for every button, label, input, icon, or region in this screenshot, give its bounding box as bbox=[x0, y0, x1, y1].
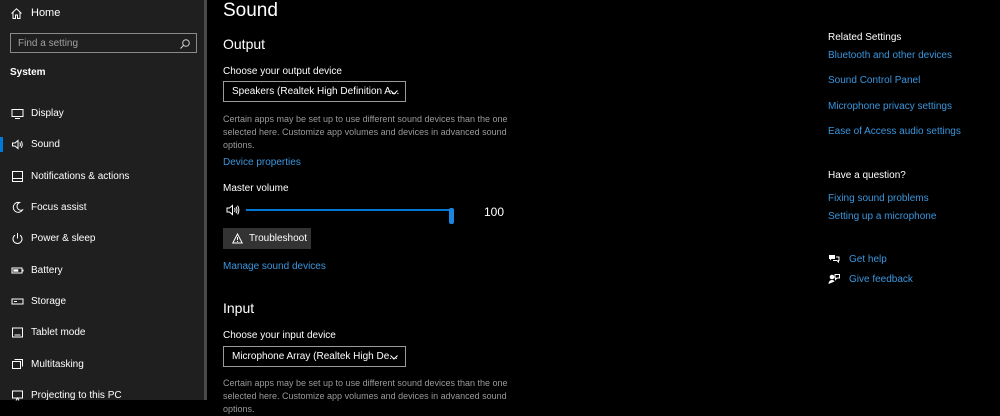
projector-icon bbox=[10, 388, 24, 402]
sidebar-item-tablet-mode[interactable] bbox=[0, 317, 204, 348]
sidebar-item-label: Storage bbox=[31, 295, 67, 307]
device-properties-link[interactable]: Device properties bbox=[223, 157, 301, 168]
sidebar-item-label: Battery bbox=[31, 264, 63, 276]
speaker-icon bbox=[10, 138, 24, 152]
sidebar-item-storage[interactable] bbox=[0, 286, 204, 317]
get-help-link[interactable] bbox=[828, 253, 887, 265]
search-box[interactable] bbox=[10, 33, 197, 53]
output-device-value: Speakers (Realtek High Definition A... bbox=[232, 86, 400, 97]
volume-slider-thumb[interactable] bbox=[449, 208, 454, 224]
related-settings-panel bbox=[828, 0, 998, 400]
question-heading: Have a question? bbox=[828, 170, 906, 181]
input-heading: Input bbox=[223, 300, 255, 316]
sidebar bbox=[0, 0, 207, 400]
power-icon bbox=[10, 232, 24, 246]
input-device-dropdown[interactable] bbox=[223, 346, 406, 367]
output-device-dropdown[interactable] bbox=[223, 81, 406, 102]
speaker-icon[interactable] bbox=[226, 203, 242, 217]
sidebar-item-label: Tablet mode bbox=[31, 327, 86, 339]
sidebar-item-focus-assist[interactable] bbox=[0, 192, 204, 223]
sidebar-item-label: Display bbox=[31, 108, 64, 120]
battery-icon bbox=[10, 263, 24, 277]
volume-value: 100 bbox=[484, 205, 505, 219]
give-feedback-label: Give feedback bbox=[849, 273, 913, 285]
section-label: System bbox=[10, 67, 46, 78]
volume-slider-fill bbox=[246, 209, 451, 211]
fixing-sound-link[interactable]: Fixing sound problems bbox=[828, 193, 929, 204]
feedback-icon bbox=[828, 273, 840, 285]
tablet-icon bbox=[10, 326, 24, 340]
notifications-icon bbox=[10, 169, 24, 183]
storage-icon bbox=[10, 294, 24, 308]
sidebar-item-label: Focus assist bbox=[31, 202, 87, 214]
related-settings-heading: Related Settings bbox=[828, 32, 902, 43]
output-heading: Output bbox=[223, 36, 266, 52]
search-icon[interactable] bbox=[179, 37, 191, 49]
sidebar-item-multitasking[interactable] bbox=[0, 348, 204, 379]
sidebar-item-battery[interactable] bbox=[0, 254, 204, 285]
help-chat-icon bbox=[828, 253, 840, 265]
sidebar-nav bbox=[0, 98, 204, 411]
input-device-value: Microphone Array (Realtek High De... bbox=[232, 351, 398, 362]
input-device-label: Choose your input device bbox=[223, 330, 336, 341]
sidebar-item-label: Sound bbox=[31, 139, 60, 151]
chevron-down-icon bbox=[389, 87, 399, 97]
chevron-down-icon bbox=[389, 352, 399, 362]
page-title: Sound bbox=[223, 0, 278, 21]
give-feedback-link[interactable] bbox=[828, 273, 913, 285]
troubleshoot-label: Troubleshoot bbox=[249, 233, 307, 244]
ease-of-access-audio-link[interactable]: Ease of Access audio settings bbox=[828, 126, 961, 137]
sidebar-item-sound[interactable] bbox=[0, 129, 204, 160]
sidebar-item-notifications[interactable] bbox=[0, 161, 204, 192]
volume-slider[interactable] bbox=[246, 209, 451, 211]
sidebar-item-display[interactable] bbox=[0, 98, 204, 129]
multitasking-icon bbox=[10, 357, 24, 371]
output-description: Certain apps may be set up to use different sound devices than the one selected here. Customize app volumes and devices in advanced sound options. bbox=[223, 114, 508, 150]
setting-up-microphone-link[interactable]: Setting up a microphone bbox=[828, 211, 937, 222]
input-description: Certain apps may be set up to use different sound devices than the one selected here. Customize app volumes and devices in advanced sound options. bbox=[223, 378, 508, 414]
sidebar-home[interactable] bbox=[0, 2, 200, 24]
sidebar-item-label: Power & sleep bbox=[31, 233, 96, 245]
warning-icon bbox=[232, 233, 243, 244]
sidebar-item-label: Projecting to this PC bbox=[31, 389, 122, 401]
display-icon bbox=[10, 107, 24, 121]
master-volume-row bbox=[226, 202, 526, 218]
master-volume-label: Master volume bbox=[223, 183, 289, 194]
sidebar-item-label: Multitasking bbox=[31, 358, 84, 370]
manage-sound-devices-link[interactable]: Manage sound devices bbox=[223, 261, 326, 272]
sidebar-scrollbar[interactable] bbox=[204, 0, 207, 400]
bluetooth-devices-link[interactable]: Bluetooth and other devices bbox=[828, 50, 952, 61]
sidebar-item-power-sleep[interactable] bbox=[0, 223, 204, 254]
sidebar-item-label: Notifications & actions bbox=[31, 170, 130, 182]
search-input[interactable] bbox=[18, 38, 178, 49]
sidebar-item-projecting[interactable] bbox=[0, 380, 204, 411]
microphone-privacy-link[interactable]: Microphone privacy settings bbox=[828, 101, 952, 112]
get-help-label: Get help bbox=[849, 253, 887, 265]
sound-control-panel-link[interactable]: Sound Control Panel bbox=[828, 75, 921, 86]
sidebar-home-label: Home bbox=[31, 7, 61, 19]
output-device-label: Choose your output device bbox=[223, 66, 342, 77]
main-content bbox=[223, 0, 783, 414]
home-icon bbox=[9, 6, 23, 20]
moon-icon bbox=[10, 201, 24, 215]
troubleshoot-button[interactable] bbox=[223, 228, 311, 249]
